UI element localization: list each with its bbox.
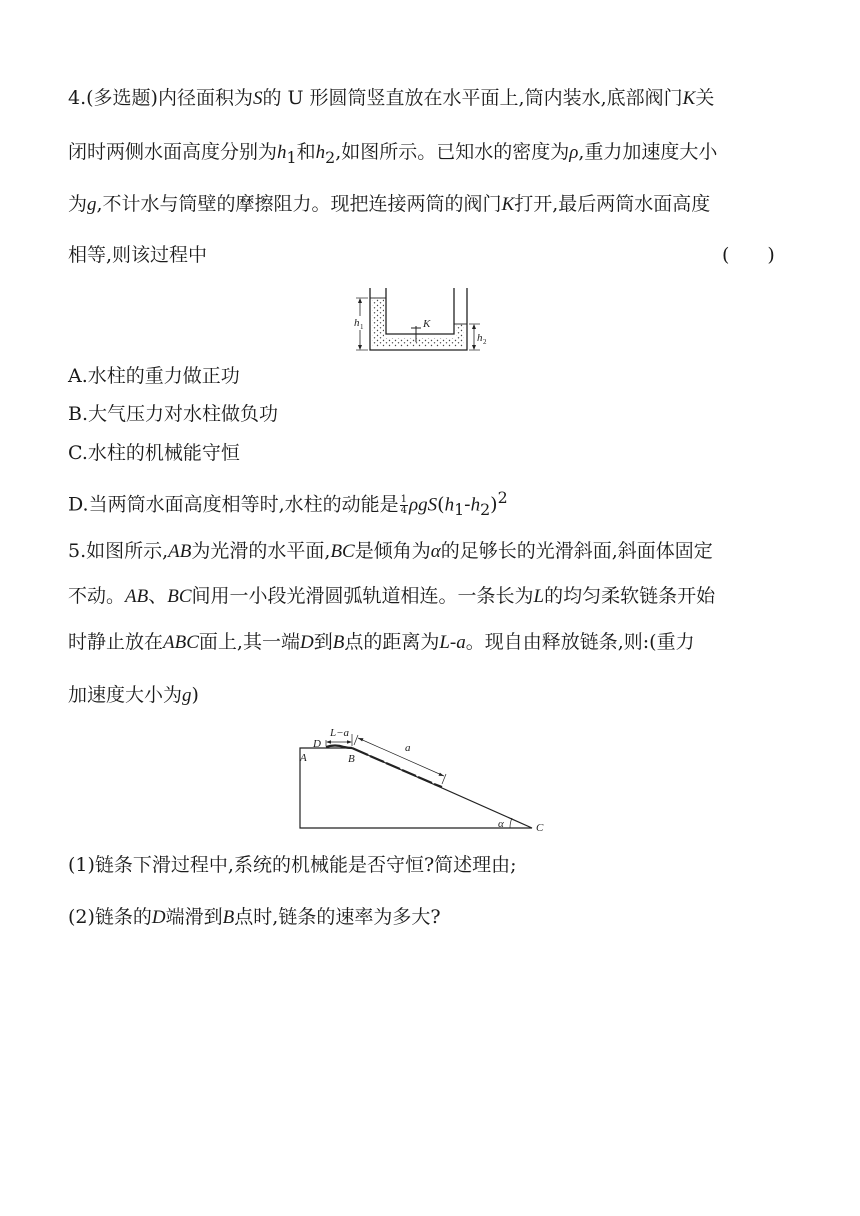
svg-text:K: K	[423, 318, 431, 330]
incline-body	[300, 748, 532, 828]
h2-dimension	[469, 324, 487, 350]
q4-line-2: 闭时两侧水面高度分别为$h_1$和$h_2$,如图所示。已知水的密度为ρ,重力加速度大小	[68, 141, 718, 167]
svg-text:A: A	[300, 752, 307, 764]
svg-text:2: 2	[483, 338, 487, 346]
svg-text:h: h	[477, 332, 483, 344]
option-c: C.水柱的机械能守恒	[68, 442, 240, 464]
svg-text:a: a	[405, 742, 411, 754]
u-tube-figure	[346, 284, 496, 356]
svg-text:D: D	[313, 738, 321, 750]
q5-line-3: 时静止放在ABC面上,其一端D到B点的距离为L-a。现自由释放链条,则:(重力	[68, 631, 695, 653]
q5-line-1: 5.如图所示,AB为光滑的水平面,BC是倾角为α的足够长的光滑斜面,斜面体固定	[68, 540, 713, 562]
option-a: A.水柱的重力做正功	[68, 365, 240, 387]
chain-slope	[352, 748, 442, 787]
option-d: D.当两筒水面高度相等时,水柱的动能是 $\frac{1}{4}$ $\rho gS(h_1-h_2)^2$	[68, 488, 508, 520]
answer-paren: ( )	[722, 244, 775, 266]
q5-sub-1: (1)链条下滑过程中,系统的机械能是否守恒?简述理由;	[68, 854, 517, 876]
svg-text:1: 1	[360, 323, 364, 331]
option-b: B.大气压力对水柱做负功	[68, 403, 279, 425]
svg-text:α: α	[498, 818, 504, 830]
h1-dimension	[352, 298, 368, 350]
svg-text:B: B	[348, 753, 355, 765]
svg-text:L−a: L−a	[330, 727, 350, 739]
fraction-one-quarter: $\frac{1}{4}$	[400, 493, 408, 516]
svg-text:C: C	[536, 822, 544, 834]
q5-line-2: 不动。AB、BC间用一小段光滑圆弧轨道相连。一条长为L的均匀柔软链条开始	[68, 585, 716, 607]
q5-line-4: 加速度大小为g)	[68, 684, 199, 706]
tube-inner-wall	[386, 288, 454, 334]
q5-sub-2: (2)链条的D端滑到B点时,链条的速率为多大?	[68, 906, 441, 928]
dimension-l-minus-a	[326, 727, 352, 746]
q4-line-1: 4.(多选题)内径面积为S的 U 形圆筒竖直放在水平面上,筒内装水,底部阀门K关	[68, 87, 715, 109]
q4-line-4: 相等,则该过程中	[68, 244, 208, 266]
svg-text:h: h	[354, 317, 360, 329]
q4-line-3: 为g,不计水与筒壁的摩擦阻力。现把连接两筒的阀门K打开,最后两筒水面高度	[68, 193, 711, 215]
incline-figure	[292, 718, 554, 838]
dimension-a	[354, 735, 446, 784]
